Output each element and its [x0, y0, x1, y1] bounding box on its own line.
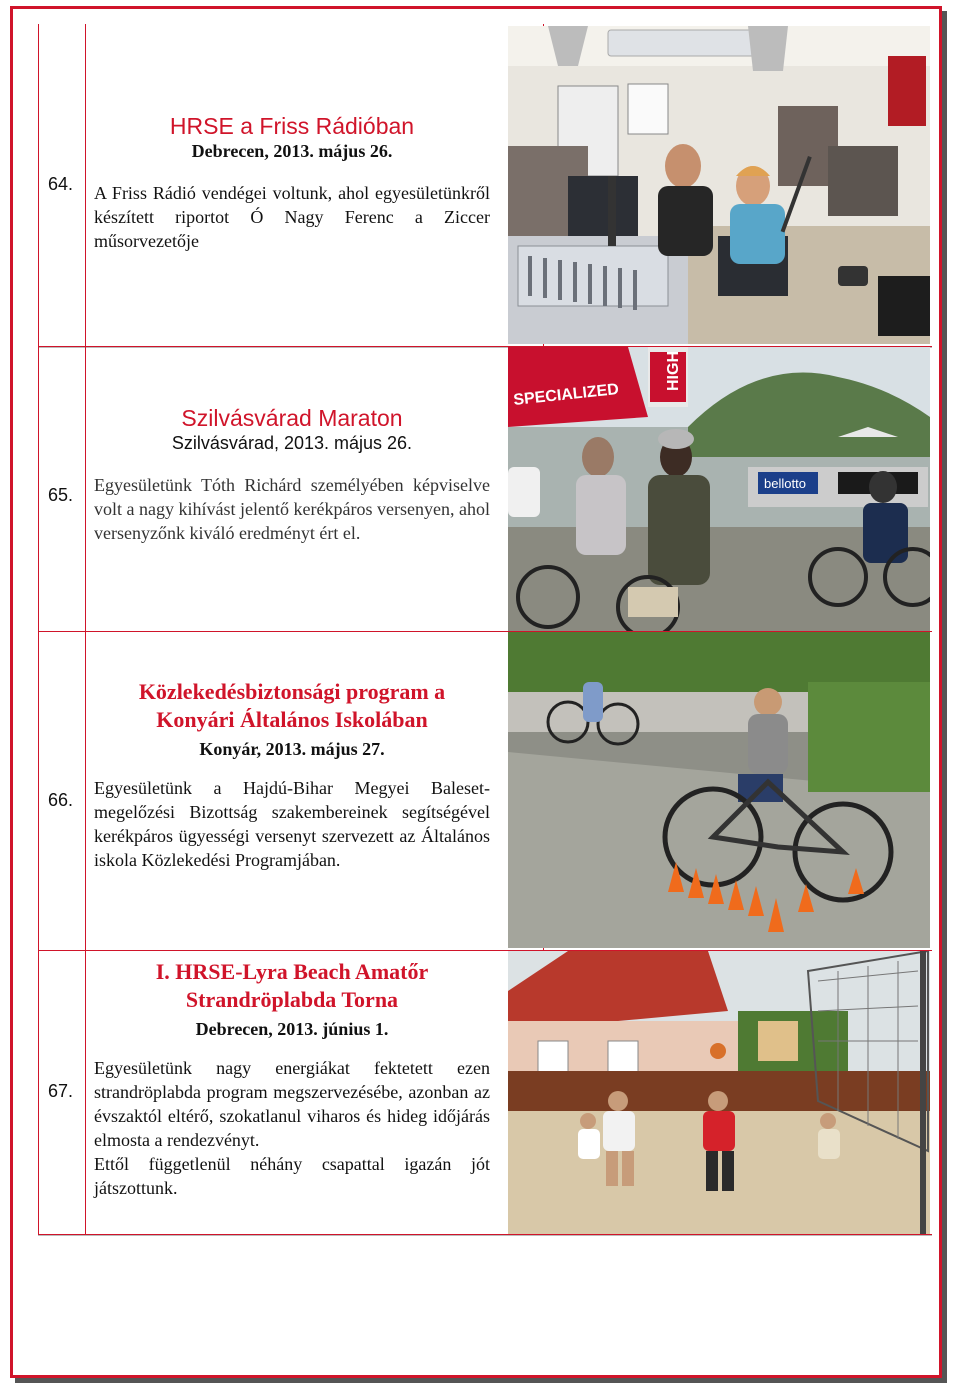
entry-title-line1: I. HRSE-Lyra Beach Amatőr: [155, 959, 429, 984]
entry-place-date: Debrecen, 2013. június 1.: [195, 1019, 389, 1039]
beach-volleyball-photo: [508, 951, 930, 1234]
entry-description: Egyesületünk nagy energiákat fektetett ezen strandröplabda program megszervezésébe, azonban az évszaktól eltérő, szokatlanul viharos és hideg időjárás elmosta a rendezvényt.: [94, 1058, 490, 1150]
entry-title: Szilvásvárad Maraton: [181, 405, 403, 431]
number-cell: [38, 347, 86, 631]
high-banner-text: HIGH: [665, 351, 682, 391]
entry-title-line2: Strandröplabda Torna: [185, 987, 399, 1012]
bike-school-photo: [508, 632, 930, 948]
entry-title-line2: Konyári Általános Iskolában: [156, 707, 428, 732]
number-cell: [38, 951, 86, 1234]
entry-title: HRSE a Friss Rádióban: [169, 113, 415, 139]
entry-number: 67.: [48, 1081, 74, 1101]
number-cell: [38, 24, 86, 346]
entry-place-date: Szilvásvárad, 2013. május 26.: [171, 433, 413, 453]
entry-description: Egyesületünk Tóth Richárd személyében képviselve volt a nagy kihívást jelentő kerékpáros versenyen, ahol versenyzőnk kiváló eredményt ért el.: [94, 475, 490, 543]
entry-number: 64.: [48, 174, 74, 194]
radio-studio-photo: [508, 26, 930, 344]
entry-number: 66.: [48, 790, 74, 810]
entry-place-date: Konyár, 2013. május 27.: [199, 739, 385, 759]
entry-place-date: Debrecen, 2013. május 26.: [191, 141, 393, 161]
entry-description-2: Ettől függetlenül néhány csapattal igazán jót játszottunk.: [94, 1154, 490, 1198]
entry-number: 65.: [48, 485, 74, 505]
entry-description: A Friss Rádió vendégei voltunk, ahol egyesületünkről készített riportot Ó Nagy Ferenc a Ziccer műsorvezetője: [94, 183, 490, 251]
marathon-photo: [508, 347, 930, 631]
bellotto-banner-text: bellotto: [764, 476, 806, 491]
specialized-banner-text: SPECIALIZED: [512, 381, 620, 409]
entry-title-line1: Közlekedésbiztonsági program a: [138, 679, 446, 704]
entry-description: Egyesületünk a Hajdú-Bihar Megyei Baleset-megelőzési Bizottság szakembereinek segítségével kerékpáros ügyességi versenyt szervezett az Általános iskola Közlekedési Programjában.: [94, 778, 490, 870]
number-cell: [38, 632, 86, 950]
